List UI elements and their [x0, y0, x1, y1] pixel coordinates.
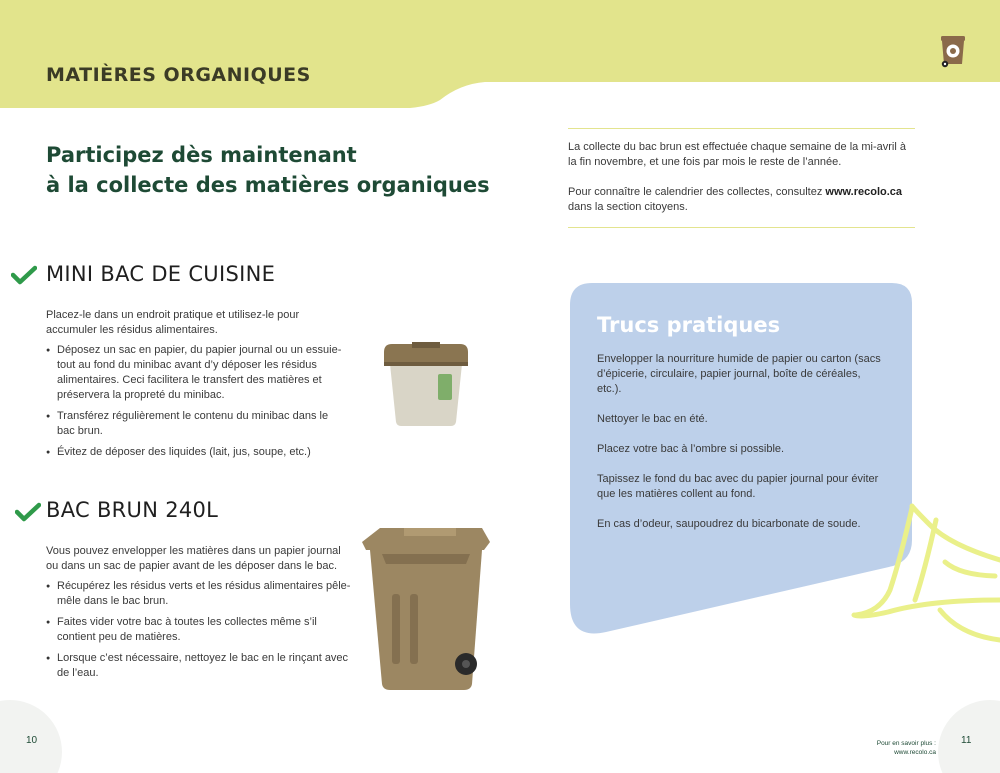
recolo-website-link[interactable]: www.recolo.ca	[825, 186, 903, 198]
bac-brun-section	[46, 544, 356, 687]
mini-bac-list	[46, 343, 346, 460]
collection-frequency-text: La collecte du bac brun est effectuée chaque semaine de la mi-avril à la fin novembre, et une fois par mois le reste de l’année.	[568, 141, 906, 168]
headline-line-1: Participez dès maintenant	[46, 143, 357, 167]
kitchen-mini-bin-image	[378, 338, 474, 428]
calendar-text	[568, 185, 915, 215]
main-headline	[46, 140, 506, 200]
tips-title: Trucs pratiques	[597, 313, 781, 337]
tip-item: En cas d’odeur, saupoudrez du bicarbonate de soude.	[597, 518, 861, 530]
tip-item: Tapissez le fond du bac avec du papier journal pour éviter que les matières collent au fond.	[597, 473, 879, 500]
header-band	[0, 0, 1000, 108]
brown-bin-240l-image	[360, 524, 492, 696]
footer-more-info	[836, 739, 936, 757]
bac-brun-title: BAC BRUN 240L	[46, 498, 219, 522]
headline-line-2: à la collecte des matières organiques	[46, 173, 490, 197]
list-item: ● Récupérez les résidus verts et les résidus alimentaires pêle-mêle dans le bac brun.	[46, 579, 356, 609]
calendar-text-intro: Pour connaître le calendrier des collectes, consultez	[568, 186, 826, 198]
list-item: ● Lorsque c’est nécessaire, nettoyez le bac en le rinçant avec de l’eau.	[46, 651, 356, 681]
bac-brun-intro: Vous pouvez envelopper les matières dans un papier journal ou dans un sac de papier avant de les déposer dans le bac.	[46, 545, 341, 572]
bac-brun-list	[46, 579, 356, 681]
mini-bac-section	[46, 308, 346, 466]
check-mark-icon	[11, 265, 37, 285]
page-number-left: 10	[26, 735, 38, 746]
collection-info-box	[568, 128, 915, 228]
tip-item: Placez votre bac à l’ombre si possible.	[597, 443, 785, 455]
section-title: MATIÈRES ORGANIQUES	[46, 64, 311, 86]
tip-item: Nettoyer le bac en été.	[597, 413, 708, 425]
tips-list	[597, 352, 882, 547]
list-item: ● Transférez régulièrement le contenu du minibac dans le bac brun.	[46, 409, 346, 439]
list-item: ● Déposez un sac en papier, du papier journal ou un essuie-tout au fond du minibac avant d’y déposer les résidus alimentaires. Ceci facilitera le transfert des matières et préservera la propreté du minibac.	[46, 343, 346, 403]
footer-note-label: Pour en savoir plus :	[876, 740, 936, 747]
check-mark-icon	[15, 502, 41, 522]
list-item: ● Faites vider votre bac à toutes les collectes même s’il contient peu de matières.	[46, 615, 356, 645]
mini-bac-intro: Placez-le dans un endroit pratique et utilisez-le pour accumuler les résidus alimentaires.	[46, 309, 300, 336]
organic-bin-logo-icon	[940, 34, 966, 68]
footer-website-link[interactable]: www.recolo.ca	[894, 749, 936, 756]
tip-item: Envelopper la nourriture humide de papier ou carton (sacs d’épicerie, circulaire, papier journal, boîte de céréales, etc.).	[597, 353, 881, 395]
list-item: ● Évitez de déposer des liquides (lait, jus, soupe, etc.)	[46, 445, 346, 460]
calendar-text-outro: dans la section citoyens.	[568, 201, 688, 213]
page-number-right: 11	[961, 735, 972, 746]
mini-bac-title: MINI BAC DE CUISINE	[46, 262, 276, 286]
